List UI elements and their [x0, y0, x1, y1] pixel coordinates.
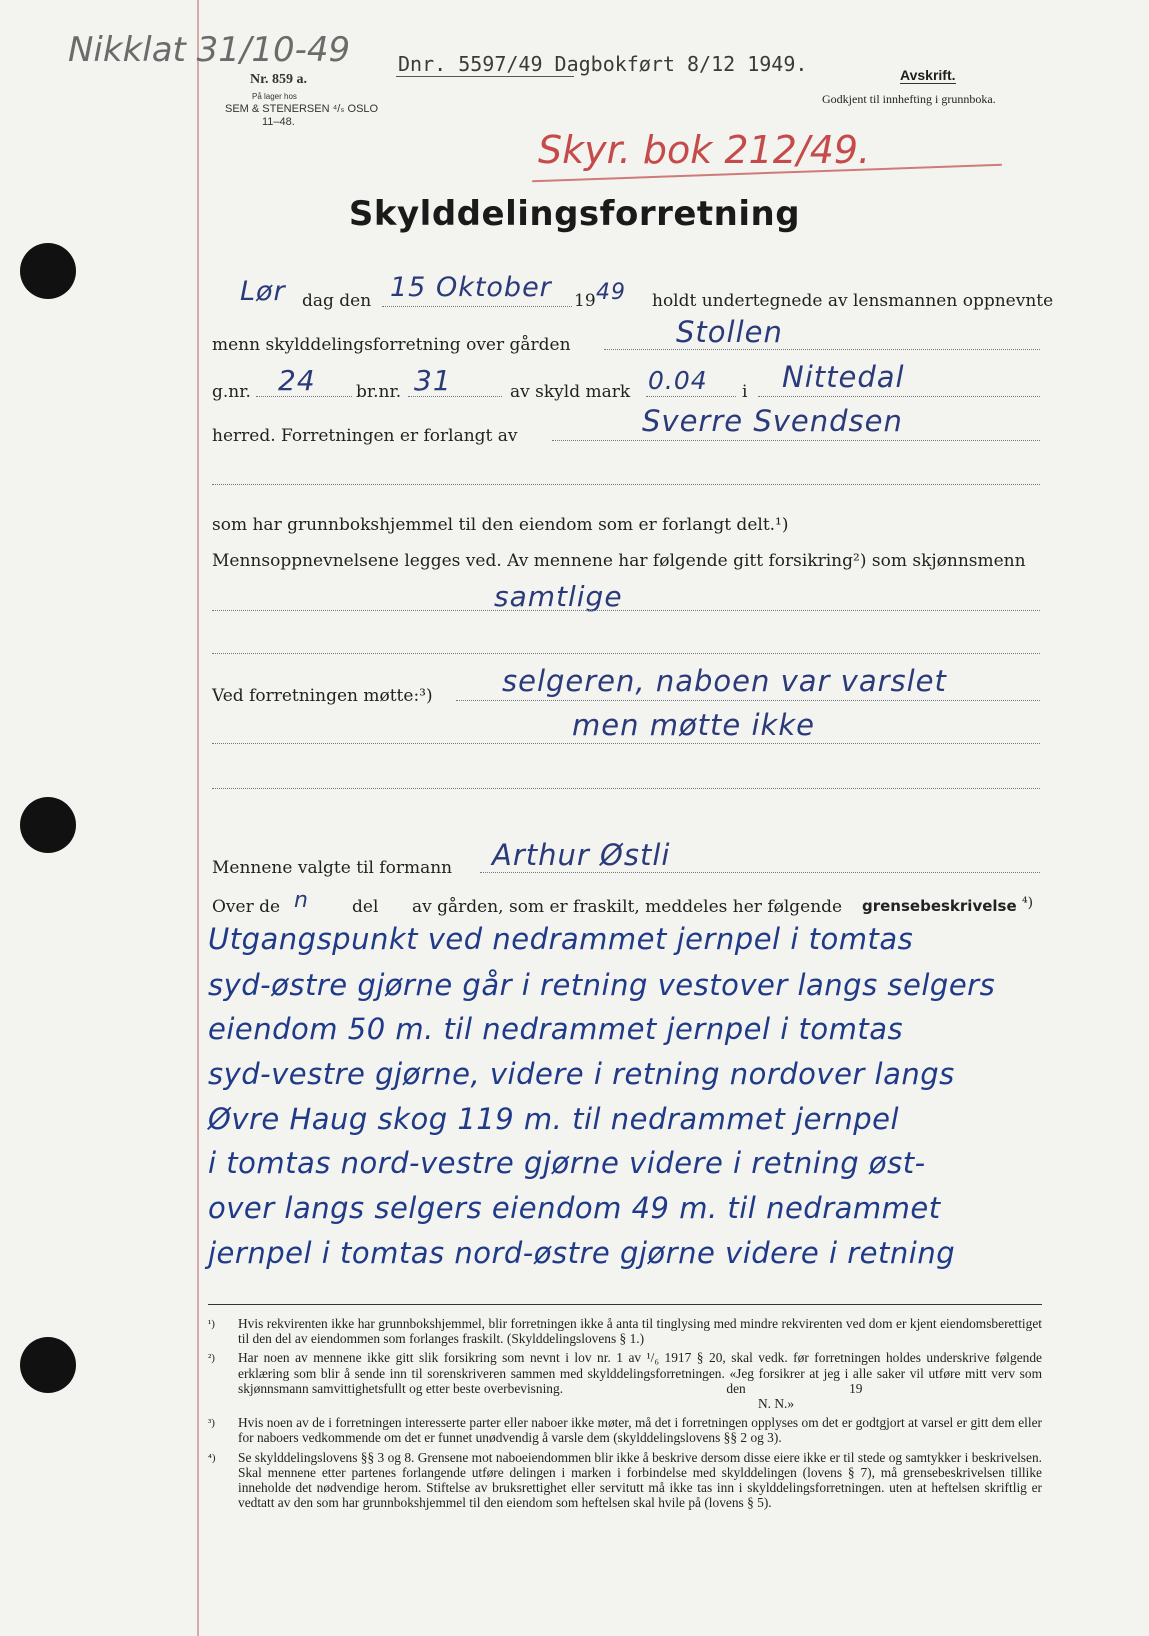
- chair-label: Mennene valgte til formann: [212, 858, 453, 878]
- boundary-line: jernpel i tomtas nord-østre gjørne videre i retning: [208, 1236, 956, 1270]
- boundary-bold-label: grensebeskrivelse: [862, 897, 1017, 915]
- handwritten-note-top-left: Nikklat 31/10-49: [68, 30, 351, 70]
- boundary-line: eiendom 50 m. til nedrammet jernpel i tomtas: [208, 1012, 904, 1046]
- boundary-line: Øvre Haug skog 119 m. til nedrammet jernpel: [208, 1102, 900, 1136]
- boundary-line: syd-østre gjørne går i retning vestover langs selgers: [208, 968, 996, 1002]
- year-value: 49: [596, 280, 626, 305]
- footnote-marker: ¹): [208, 1318, 215, 1330]
- i-label: i: [742, 382, 748, 402]
- footnote-2-year: 19: [849, 1380, 863, 1396]
- blank-dotline: [212, 788, 1040, 789]
- punch-hole: [20, 797, 76, 853]
- boundary-intro: av gården, som er fraskilt, meddeles her følgende: [412, 897, 843, 917]
- document-title: Skylddelingsforretning: [348, 194, 801, 234]
- farm-dotline: [604, 349, 1040, 350]
- boundary-line: over langs selgers eiendom 49 m. til nedrammet: [208, 1191, 941, 1225]
- footnote-rule: [208, 1304, 1042, 1305]
- copy-label: Avskrift.: [900, 67, 956, 83]
- grunnbok-text: som har grunnbokshjemmel til den eiendom som er forlangt delt.¹): [212, 515, 789, 535]
- boundary-line: i tomtas nord-vestre gjørne videre i retning øst-: [208, 1146, 926, 1180]
- bnr-value: 31: [414, 364, 452, 397]
- gnr-value: 24: [278, 364, 316, 397]
- attended-value-line1: selgeren, naboen var varslet: [502, 664, 947, 698]
- footnote-marker: ³): [208, 1417, 215, 1430]
- footnote-text: Hvis rekvirenten ikke har grunnbokshjemmel, blir forretningen ikke å anta til tinglysing med mindre rekvirenten ved dom er kjent eiendomsberettiget til den del av eiendommen som forlanges fraskilt. (Skylddelingslovens § 1.): [238, 1316, 1042, 1347]
- skyld-value: 0.04: [648, 366, 708, 395]
- footnote-3: [208, 1415, 1042, 1445]
- boundary-line: syd-vestre gjørne, videre i retning nordover langs: [208, 1057, 955, 1091]
- oath-dotline: [212, 610, 1040, 611]
- del-label: del: [352, 897, 379, 917]
- chair-dotline: [480, 872, 1040, 873]
- footnote-2: [208, 1350, 1042, 1411]
- skyld-dotline: [646, 396, 736, 397]
- footnotes: [208, 1316, 1042, 1514]
- publisher-line: På lager hos: [252, 92, 297, 101]
- date-dotline: [382, 306, 572, 307]
- attended-value-line2: men møtte ikke: [572, 708, 815, 742]
- day-value: Lør: [240, 276, 286, 307]
- skyld-label: av skyld mark: [510, 382, 631, 402]
- requester-dotline: [552, 440, 1040, 441]
- held-text: holdt undertegnede av lensmannen oppnevnte: [652, 291, 1054, 311]
- footnote-text: Hvis noen av de i forretningen interesserte parter eller naboer ikke møter, må det i forretningen opplyses om det er godtgjort at varsel er gitt dem eller for naboers vedkommende om det er funnet unødvendig å varsle dem (skylddelingslovens §§ 2 og 3).: [238, 1415, 1042, 1446]
- oath-value: samtlige: [494, 580, 623, 613]
- punch-hole: [20, 243, 76, 299]
- footnote-2-body: Har noen av mennene ikke gitt slik forsikring som nevnt i lov nr. 1 av ¹/₆ 1917 § 20, skal vedk. før forretningen holdes underskrive følgende erklæring som blir å sende inn til sorenskriveren sammen med skylddelingsforretningen. «Jeg forsikrer at jeg i alle saker vil utføre mitt verv som skjønnsmann samvittighetsfullt og etter beste overbevisning.: [238, 1350, 1042, 1396]
- chair-value: Arthur Østli: [492, 838, 671, 872]
- margin-rule: [197, 0, 199, 1636]
- herred-label: herred. Forretningen er forlangt av: [212, 426, 518, 446]
- boundary-note: ⁴): [1022, 895, 1034, 911]
- footnote-2-signature: N. N.»: [758, 1396, 795, 1412]
- footnote-text: [238, 1350, 1042, 1411]
- boundary-line: Utgangspunkt ved nedrammet jernpel i tomtas: [208, 922, 914, 956]
- year-prefix: 19: [574, 291, 596, 311]
- date-value: 15 Oktober: [390, 272, 552, 303]
- municipality-value: Nittedal: [782, 360, 905, 394]
- oath-text: Mennsoppnevnelsene legges ved. Av mennene har følgende gitt forsikring²) som skjønnsmenn: [212, 551, 1026, 571]
- requester-value: Sverre Svendsen: [642, 404, 903, 438]
- attended-dotline-2: [212, 743, 1040, 744]
- footnote-2-den: den: [726, 1380, 746, 1396]
- footnote-1: [208, 1316, 1042, 1346]
- red-stamp-note: Skyr. bok 212/49.: [538, 128, 871, 172]
- footnote-4: [208, 1450, 1042, 1511]
- approval-text: Godkjent til innhefting i grunnboka.: [822, 92, 996, 106]
- punch-hole: [20, 1337, 76, 1393]
- municipality-dotline: [758, 396, 1040, 397]
- attended-dotline: [456, 700, 1040, 701]
- footnote-marker: ²): [208, 1352, 215, 1365]
- form-number: Nr. 859 a.: [250, 72, 308, 87]
- attended-label: Ved forretningen møtte:³): [212, 686, 433, 706]
- farm-value: Stollen: [676, 315, 783, 349]
- footnote-text: Se skylddelingslovens §§ 3 og 8. Grensene mot naboeiendommen blir ikke å beskrive dersom disse eiere ikke er til stede og samtykker i beskrivelsen. Skal mennene etter partenes forlangende utføre delingen i marken i forbindelse med skylddelingen (lovens § 7), må grensebeskrivelsen tillike inneholde det nødvendige herom. Stiftelse av bruksrettighet eller servitutt må ikke tas inn i skylddelingsforretningen. uten at heftelsen skriftlig er vedtatt av den som har grunnbokshjemmel til den eiendom som heftelsen skal hvile på (lovens § 5).: [238, 1449, 1042, 1511]
- farm-label: menn skylddelingsforretning over gården: [212, 335, 571, 355]
- footnote-marker: ⁴): [208, 1451, 216, 1464]
- record-underline: [396, 76, 574, 77]
- bnr-label: br.nr.: [356, 382, 402, 402]
- diary-record: Dnr. 5597/49 Dagbokført 8/12 1949.: [398, 52, 808, 76]
- publisher-date: 11–48.: [262, 116, 295, 128]
- publisher-name: SEM & STENERSEN ⁴/ₛ OSLO: [225, 103, 379, 115]
- day-label: dag den: [302, 291, 372, 311]
- over-hand-n: n: [294, 888, 309, 913]
- blank-dotline: [212, 484, 1040, 485]
- over-prefix: Over de: [212, 897, 281, 917]
- blank-dotline: [212, 653, 1040, 654]
- gnr-label: g.nr.: [212, 382, 251, 402]
